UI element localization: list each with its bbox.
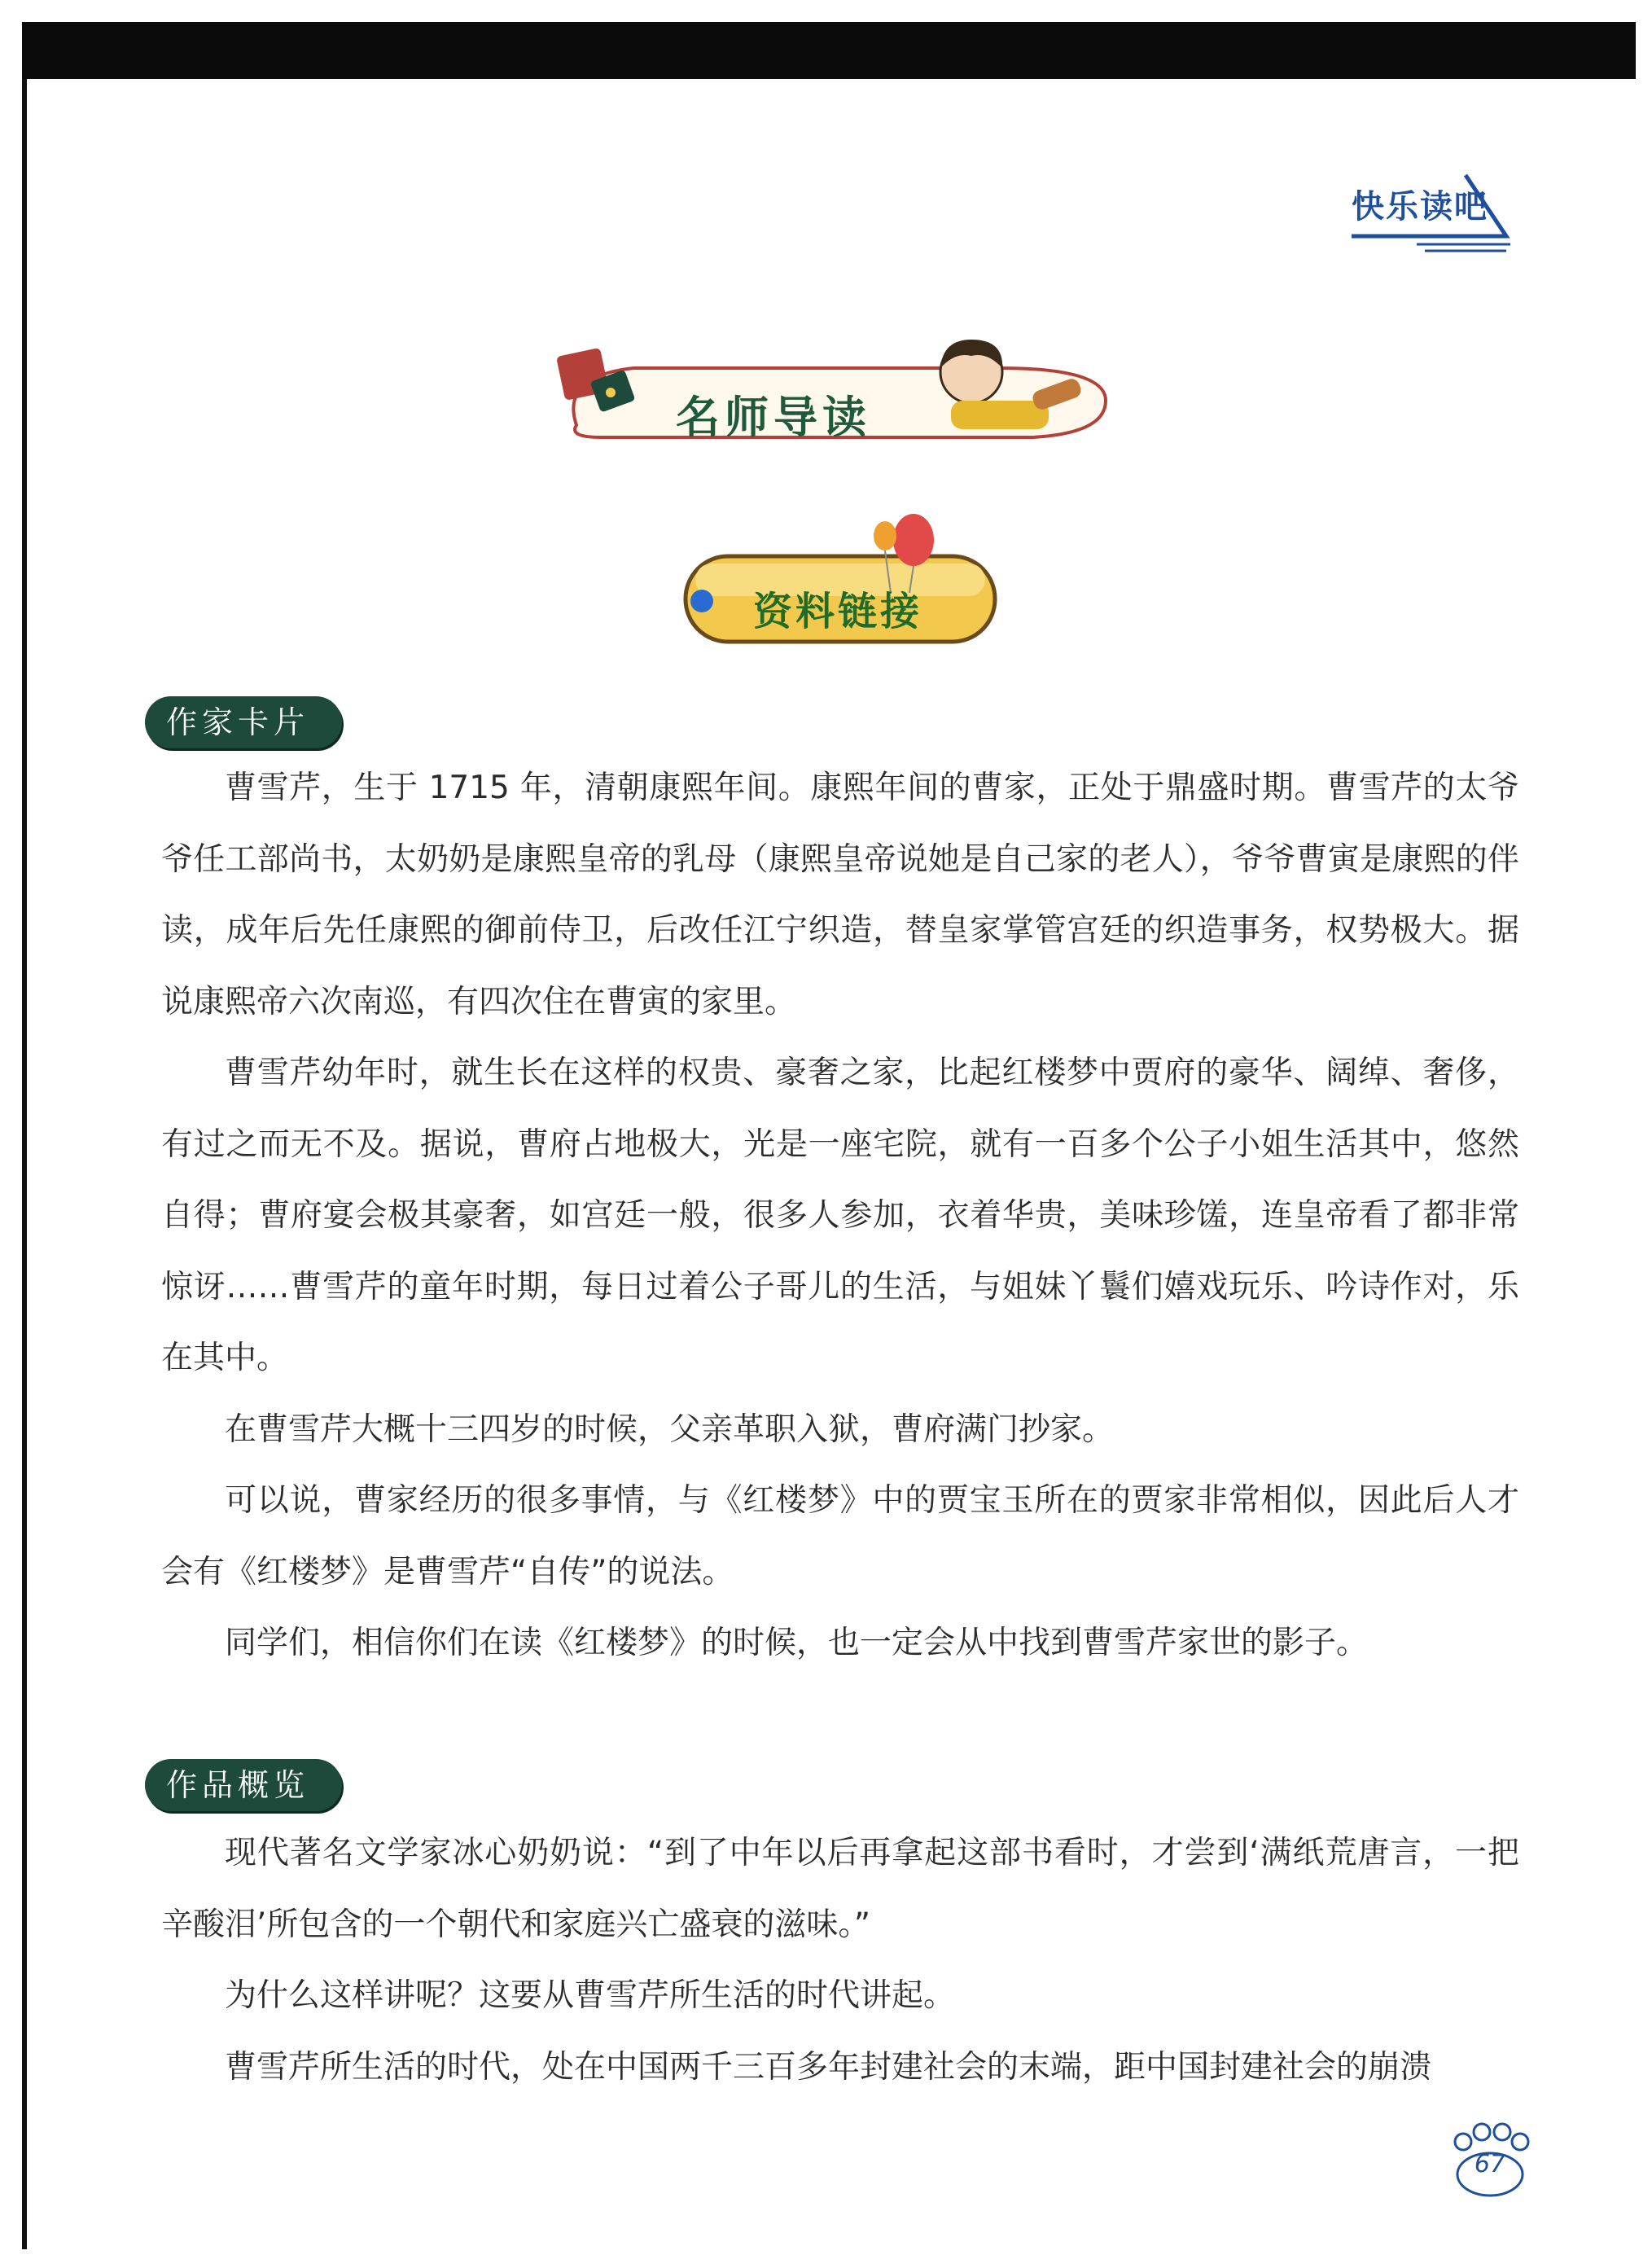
header-label: 快乐读吧 (1352, 188, 1488, 226)
works-overview-tag: 作品概览 (145, 1759, 342, 1811)
paragraph: 在曹雪芹大概十三四岁的时候，父亲革职入狱，曹府满门抄家。 (225, 1410, 1115, 1448)
paragraph: 曹雪芹幼年时，就生长在这样的权贵、豪奢之家，比起红楼梦中贾府的豪华、阔绰、奢侈，有过之而无不及。据说，曹府占地极大，光是一座宅院，就有一百多个公子小姐生活其中，悠然自得；曹府宴会极其豪奢，如宫廷一般，很多人参加，衣着华贵，美味珍馐，连皇帝看了都非常惊讶……曹雪芹的童年时期，每日过着公子哥儿的生活，与姐妹丫鬟们嬉戏玩乐、吟诗作对，乐在其中。 (161, 1055, 1519, 1376)
paragraph: 曹雪芹所生活的时代，处在中国两千三百多年封建社会的末端，距中国封建社会的崩溃 (225, 2048, 1432, 2086)
banner-title: 名师导读 (676, 392, 871, 443)
paragraph: 为什么这样讲呢？这要从曹雪芹所生活的时代讲起。 (225, 1977, 956, 2014)
paragraph: 同学们，相信你们在读《红楼梦》的时候，也一定会从中找到曹雪芹家世的影子。 (225, 1625, 1369, 1661)
author-card-tag: 作家卡片 (145, 696, 342, 748)
paragraph: 可以说，曹家经历的很多事情，与《红楼梦》中的贾宝玉所在的贾家非常相似，因此后人才会有《红楼梦》是曹雪芹“自传”的说法。 (161, 1482, 1519, 1590)
scan-top-border (22, 22, 1636, 79)
paragraph: 曹雪芹，生于 1715 年，清朝康熙年间。康熙年间的曹家，正处于鼎盛时期。曹雪芹的太爷爷任工部尚书，太奶奶是康熙皇帝的乳母（康熙皇帝说她是自己家的老人），爷爷曹寅是康熙的伴读，成年后先任康熙的御前侍卫，后改任江宁织造，替皇家掌管宫廷的织造事务，权势极大。据说康熙帝六次南巡，有四次住在曹寅的家里。 (161, 770, 1519, 1020)
works-overview-text (161, 1818, 1519, 2103)
link-pill-title: 资料链接 (753, 589, 923, 634)
page-number: 67 (1474, 2150, 1506, 2178)
author-card-text (161, 752, 1519, 1679)
scan-left-border (22, 79, 27, 2249)
paragraph: 现代著名文学家冰心奶奶说：“到了中年以后再拿起这部书看时，才尝到‘满纸荒唐言，一把辛酸泪’所包含的一个朝代和家庭兴亡盛衰的滋味。” (161, 1835, 1519, 1943)
